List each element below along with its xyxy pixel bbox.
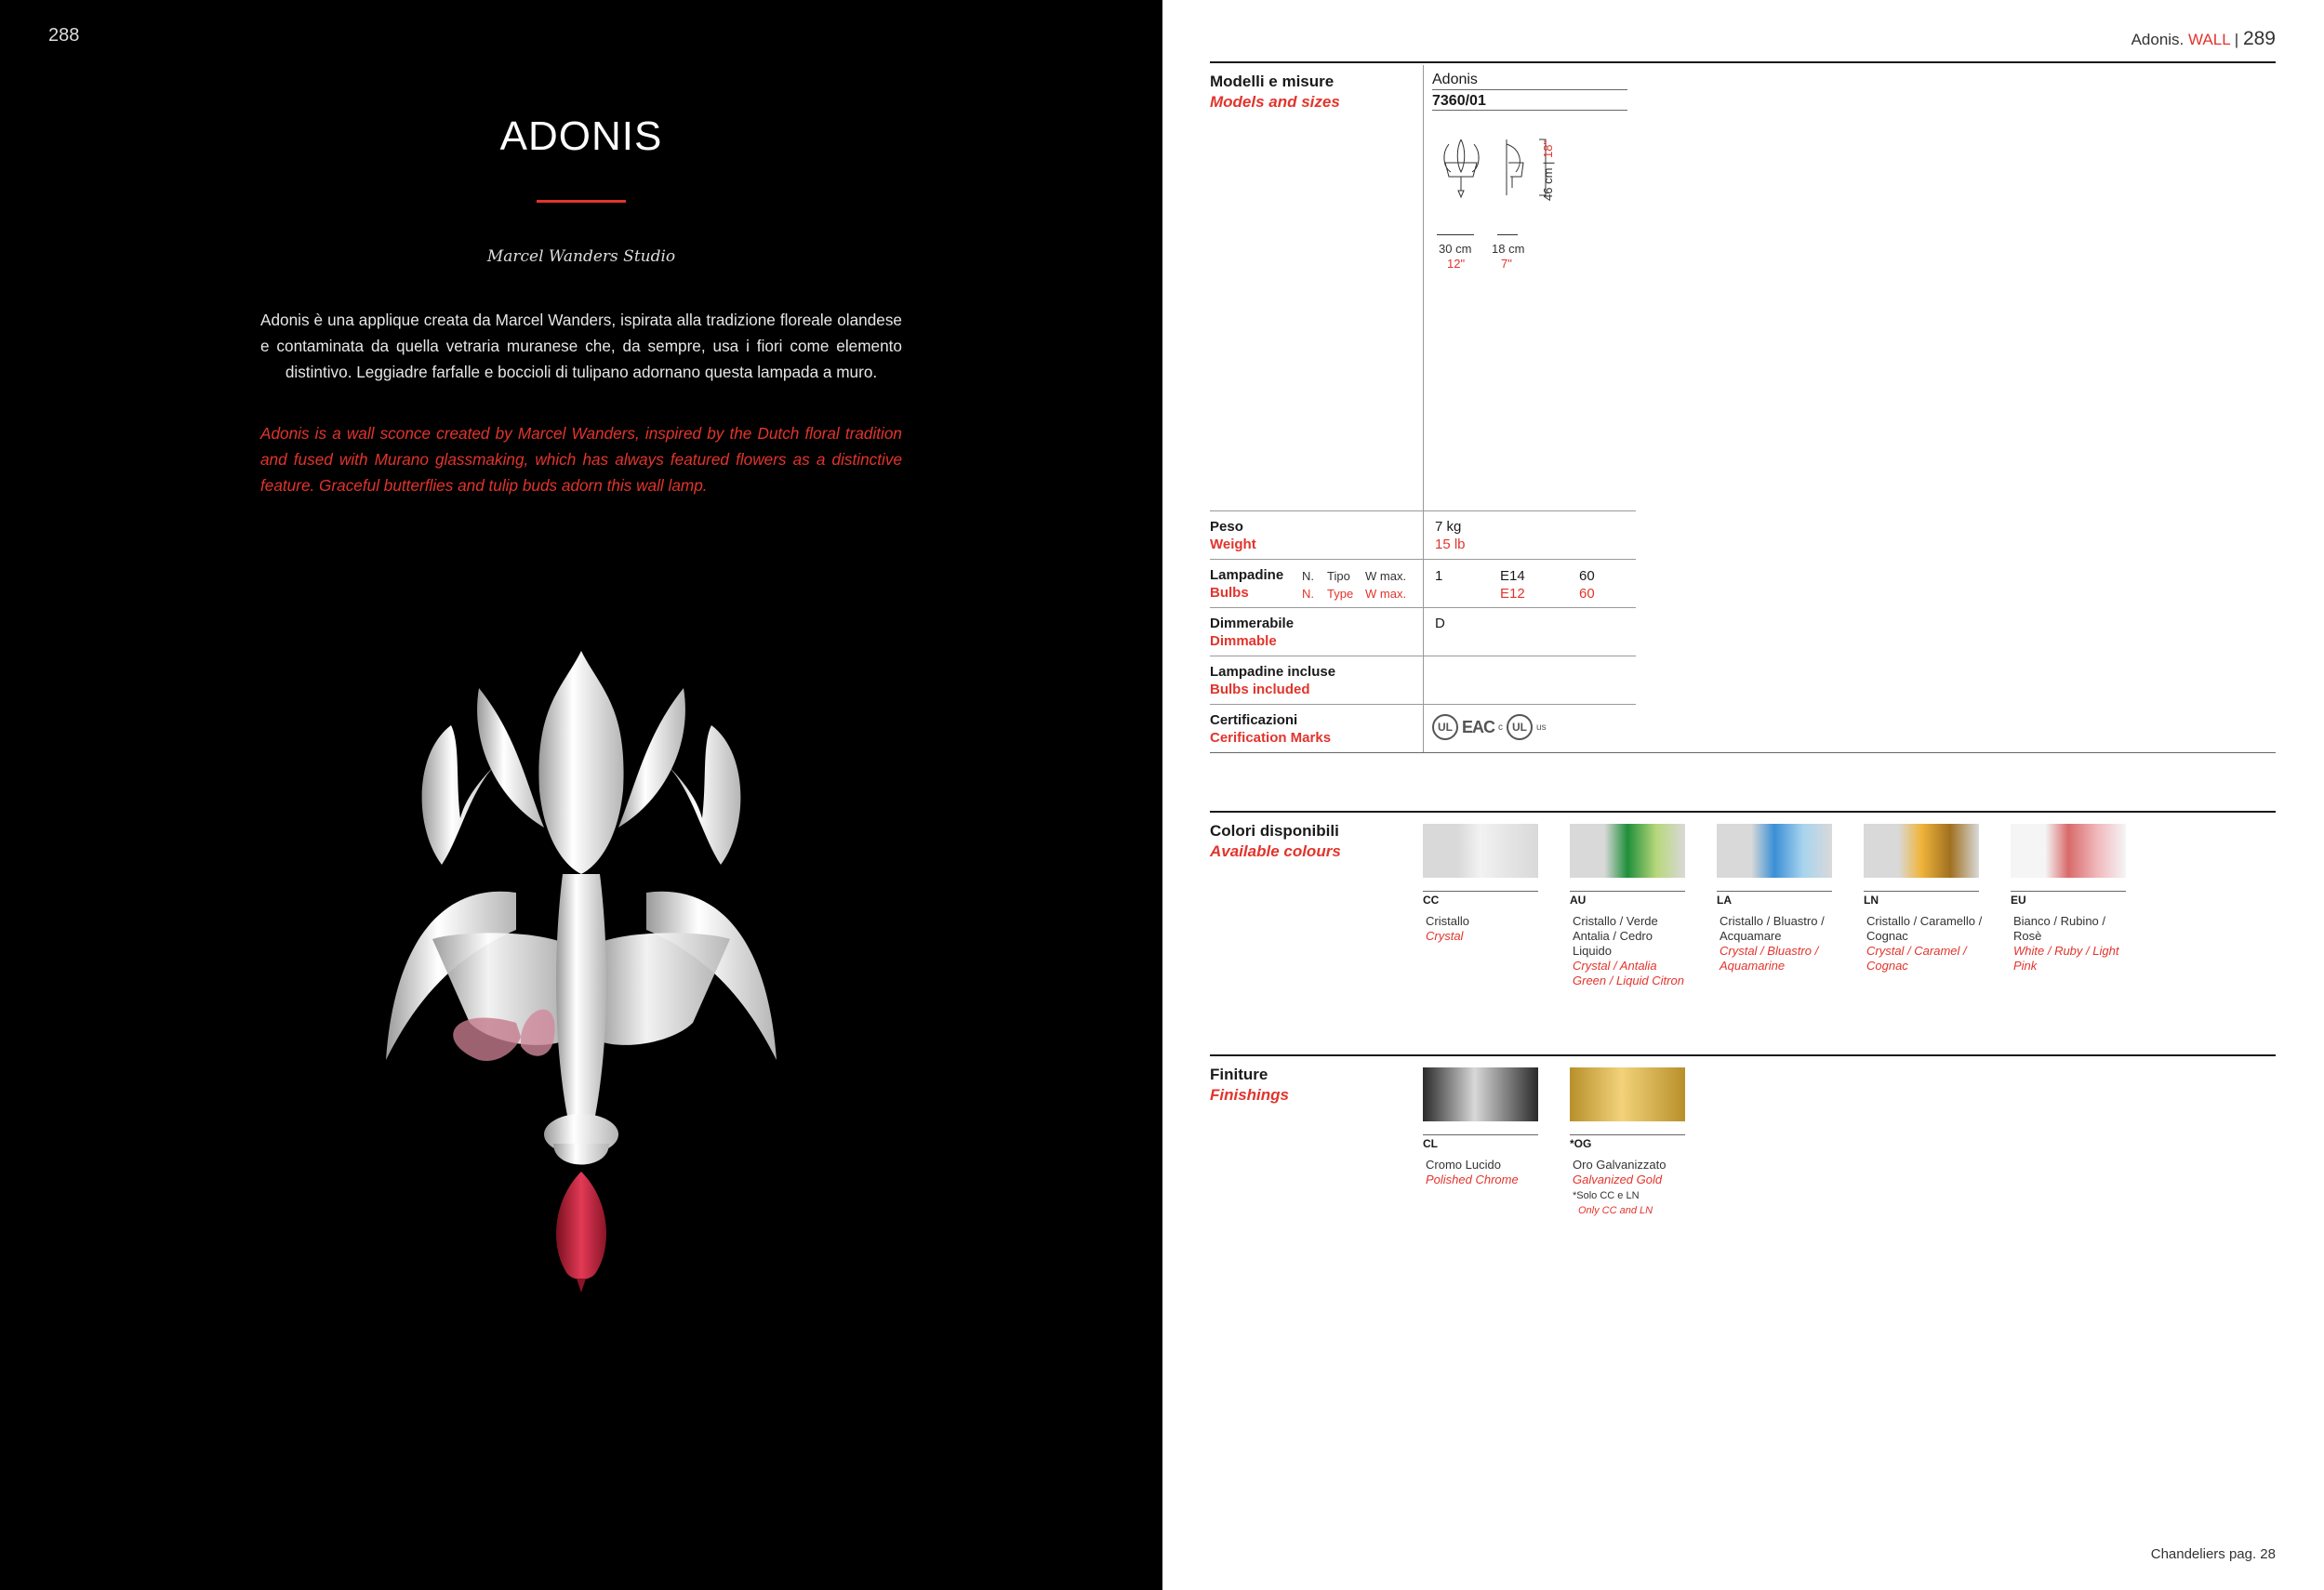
page-footer: Chandeliers pag. 28 <box>2150 1546 2276 1562</box>
colour-name-it: Cristallo / Bluastro / Acquamare <box>1720 914 1825 943</box>
colours-label-en: Available colours <box>1210 842 1341 860</box>
c-mark: c <box>1498 722 1504 733</box>
colour-name-it: Cristallo / Caramello / Cognac <box>1866 914 1983 943</box>
bulbs-type-us: E12 <box>1500 586 1525 602</box>
header-category: WALL <box>2188 31 2231 48</box>
weight-label-en: Weight <box>1210 537 1256 552</box>
spec-divider <box>1423 65 1424 753</box>
colour-name-en: Crystal / Bluastro / Aquamarine <box>1720 944 1819 973</box>
page-title: ADONIS <box>499 113 663 159</box>
running-header <box>2131 28 2276 50</box>
us-mark: us <box>1536 722 1547 733</box>
height-separator: | <box>1541 161 1555 165</box>
height-dimension <box>1541 140 1555 201</box>
bulbs-col-type-it: Tipo <box>1327 569 1350 583</box>
cert-label-it: Certificazioni <box>1210 712 1298 728</box>
colour-swatch-rule <box>1570 891 1685 892</box>
title-underline <box>537 200 626 203</box>
colour-swatch-ln <box>1864 824 1979 878</box>
bulbs-col-n-en: N. <box>1302 587 1314 601</box>
finishings-label-it: Finiture <box>1210 1066 1268 1083</box>
header-product: Adonis. <box>2131 31 2185 48</box>
row-rule-3 <box>1210 607 1636 608</box>
model-name-rule <box>1432 89 1627 90</box>
bulbs-w-us: 60 <box>1579 586 1595 602</box>
finish-note-it: *Solo CC e LN <box>1573 1190 1640 1201</box>
description-italian: Adonis è una applique creata da Marcel Wanders, ispirata alla tradizione floreale olandese e contaminata da quella vetraria muranese che, da sempre, usa i fiori come elemento distintivo. Leggiadre farfalle e boccioli di tulipano adornano questa lampada a muro. <box>260 311 902 381</box>
depth-cm: 18 cm <box>1492 242 1525 256</box>
bulbs-label-en: Bulbs <box>1210 585 1249 601</box>
finish-swatch-rule <box>1570 1134 1685 1135</box>
weight-lb: 15 lb <box>1435 537 1466 552</box>
finish-code: *OG <box>1570 1137 1592 1150</box>
cul-mark-icon: UL <box>1507 714 1533 740</box>
colour-swatch-rule <box>1717 891 1832 892</box>
colour-name-en: Crystal / Antalia Green / Liquid Citron <box>1573 959 1684 987</box>
finishings-rule <box>1210 1054 2276 1056</box>
colour-code: LA <box>1717 894 1732 907</box>
right-page <box>1162 0 2324 1590</box>
colour-name-it: Cristallo / Verde Antalia / Cedro Liquido <box>1573 914 1658 958</box>
colour-code: AU <box>1570 894 1587 907</box>
colour-swatch-cc <box>1423 824 1538 878</box>
cert-label-en: Cerification Marks <box>1210 730 1332 746</box>
colour-swatch-au <box>1570 824 1685 878</box>
row-rule-2 <box>1210 559 1636 560</box>
colour-name-en: White / Ruby / Light Pink <box>2013 944 2119 973</box>
models-label-en: Models and sizes <box>1210 93 1340 111</box>
row-rule-1 <box>1210 510 1636 511</box>
colour-swatch-rule <box>2011 891 2126 892</box>
description-english: Adonis is a wall sconce created by Marcel Wanders, inspired by the Dutch floral tradition and fused with Murano glassmaking, which has always featured flowers as a distinctive feature. Graceful butterflies and tulip buds adorn this wall lamp. <box>260 424 902 495</box>
bulbs-included-label-en: Bulbs included <box>1210 682 1310 697</box>
height-in: 18" <box>1541 139 1555 158</box>
finish-name-it: Cromo Lucido <box>1426 1158 1501 1172</box>
depth-dim-line <box>1497 234 1518 235</box>
model-code-rule <box>1432 110 1627 111</box>
row-rule-5 <box>1210 704 1636 705</box>
bulbs-col-type-en: Type <box>1327 587 1354 601</box>
colour-swatch-la <box>1717 824 1832 878</box>
width-cm: 30 cm <box>1439 242 1472 256</box>
colour-code: EU <box>2011 894 2026 907</box>
finish-name-en: Galvanized Gold <box>1573 1173 1663 1186</box>
page-number-right: 289 <box>2242 28 2276 49</box>
adonis-lamp-image <box>377 651 786 1330</box>
ul-mark-icon: UL <box>1432 714 1458 740</box>
width-dim-line <box>1437 234 1474 235</box>
finish-name-en: Polished Chrome <box>1426 1173 1519 1186</box>
weight-label-it: Peso <box>1210 519 1243 535</box>
colours-label-it: Colori disponibili <box>1210 822 1339 840</box>
dimmable-value: D <box>1435 616 1445 631</box>
dimmable-label-it: Dimmerabile <box>1210 616 1295 631</box>
model-name: Adonis <box>1432 72 1478 87</box>
bulbs-col-w-it: W max. <box>1365 569 1407 583</box>
technical-drawing <box>1432 130 1581 205</box>
weight-kg: 7 kg <box>1435 519 1462 535</box>
model-code: 7360/01 <box>1432 93 1486 109</box>
bulbs-type-eu: E14 <box>1500 568 1525 584</box>
models-label-it: Modelli e misure <box>1210 73 1335 90</box>
colour-swatch-eu <box>2011 824 2126 878</box>
finish-swatch-cl <box>1423 1067 1538 1121</box>
designer-credit: Marcel Wanders Studio <box>486 247 676 266</box>
finish-code: CL <box>1423 1137 1438 1150</box>
height-cm: 46 cm <box>1541 167 1555 201</box>
bulbs-label-it: Lampadine <box>1210 567 1284 583</box>
colour-name-it: Bianco / Rubino / Rosè <box>2013 914 2106 943</box>
colour-swatch-rule <box>1423 891 1538 892</box>
finish-swatch-rule <box>1423 1134 1538 1135</box>
colour-code: CC <box>1423 894 1440 907</box>
colour-swatch-rule <box>1864 891 1979 892</box>
finishings-label-en: Finishings <box>1210 1086 1289 1104</box>
dimmable-label-en: Dimmable <box>1210 633 1277 649</box>
colour-code: LN <box>1864 894 1879 907</box>
finish-name-it: Oro Galvanizzato <box>1573 1158 1667 1172</box>
cert-marks <box>1432 714 1547 740</box>
width-in: 12" <box>1447 257 1466 271</box>
depth-in: 7" <box>1501 257 1512 271</box>
colour-name-en: Crystal <box>1426 929 1464 943</box>
finish-swatch-og <box>1570 1067 1685 1121</box>
bulbs-col-n-it: N. <box>1302 569 1314 583</box>
colours-rule <box>1210 811 2276 813</box>
finish-note-en: Only CC and LN <box>1578 1205 1653 1216</box>
bulbs-count: 1 <box>1435 568 1443 584</box>
colour-name-en: Crystal / Caramel / Cognac <box>1866 944 1967 973</box>
top-rule <box>1210 61 2276 63</box>
bulbs-w-eu: 60 <box>1579 568 1595 584</box>
header-separator: | <box>2234 31 2239 48</box>
eac-mark-icon: EAC <box>1462 717 1495 736</box>
spec-bottom-rule <box>1210 752 2276 753</box>
bulbs-col-w-en: W max. <box>1365 587 1407 601</box>
colour-name-it: Cristallo <box>1426 914 1469 928</box>
bulbs-included-label-it: Lampadine incluse <box>1210 664 1336 680</box>
page-number-left: 288 <box>48 25 80 46</box>
